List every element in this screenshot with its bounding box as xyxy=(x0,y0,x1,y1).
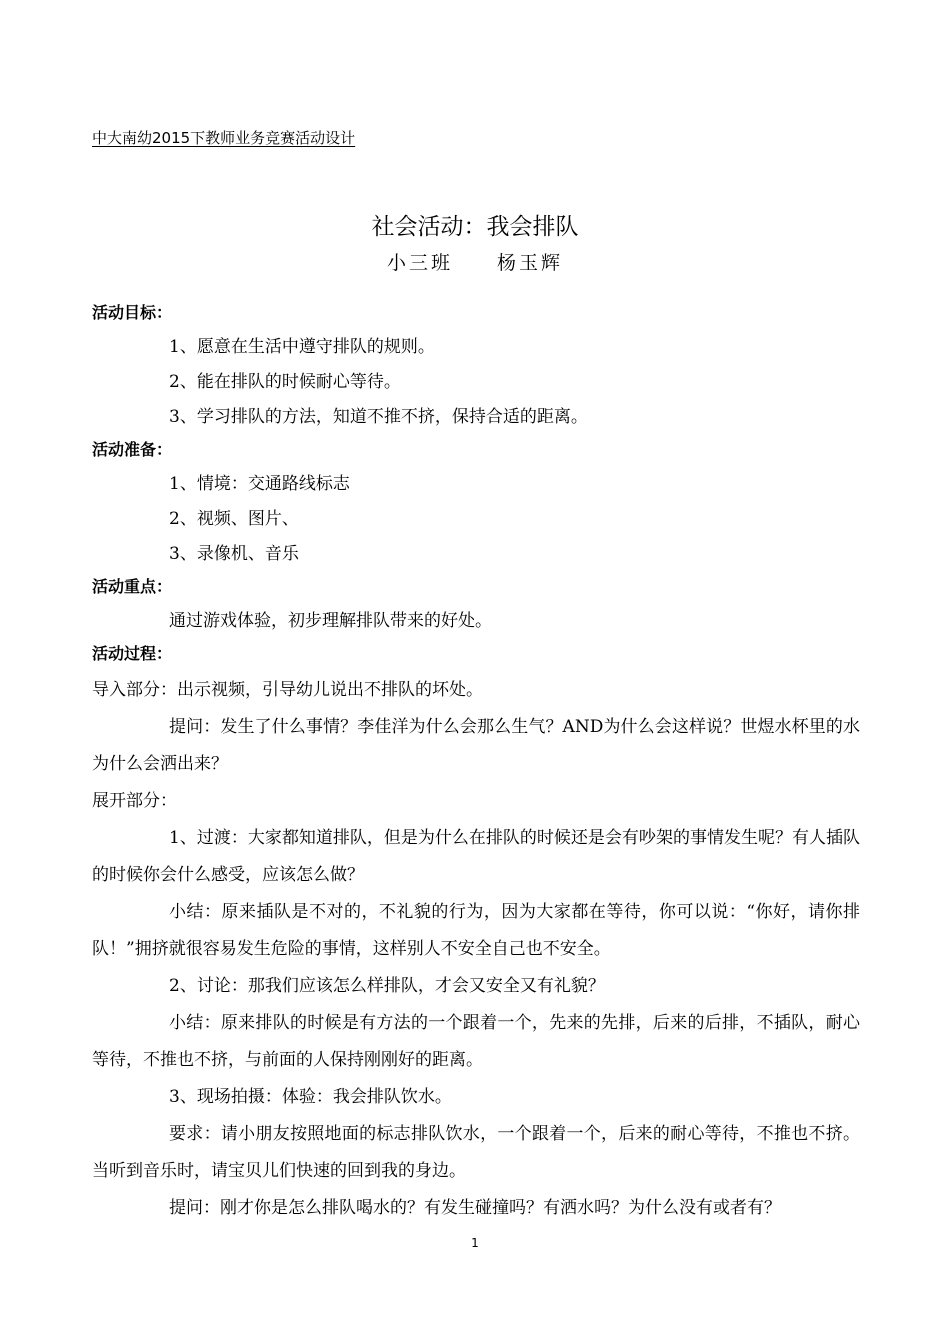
goal-item: 2、能在排队的时候耐心等待。 xyxy=(169,372,401,392)
prep-heading: 活动准备： xyxy=(92,440,173,459)
goals-heading: 活动目标： xyxy=(92,303,173,322)
goal-item: 3、学习排队的方法，知道不推不挤，保持合适的距离。 xyxy=(169,407,588,427)
page-number: 1 xyxy=(471,1236,479,1250)
focus-heading: 活动重点： xyxy=(92,577,173,596)
focus-text: 通过游戏体验，初步理解排队带来的好处。 xyxy=(169,611,492,631)
develop-heading: 展开部分： xyxy=(92,791,177,811)
prep-item: 3、录像机、音乐 xyxy=(169,544,299,564)
step3-question: 提问：刚才你是怎么排队喝水的？有发生碰撞吗？有洒水吗？为什么没有或者有？ xyxy=(169,1198,781,1218)
step2-summary: 小结：原来排队的时候是有方法的一个跟着一个，先来的先排，后来的后排，不插队，耐心等待，不推也不挤，与前面的人保持刚刚好的距离。 xyxy=(92,1013,860,1070)
step3-text: 3、现场拍摄：体验：我会排队饮水。 xyxy=(169,1087,452,1107)
document-title: 社会活动：我会排队 xyxy=(371,214,579,240)
teacher-name: 杨玉辉 xyxy=(497,252,564,274)
class-name: 小三班 xyxy=(386,252,453,274)
step2-text: 2、讨论：那我们应该怎么样排队，才会又安全又有礼貌？ xyxy=(169,976,605,996)
intro-text: 导入部分：出示视频，引导幼儿说出不排队的坏处。 xyxy=(92,680,483,700)
step1-summary: 小结：原来插队是不对的，不礼貌的行为，因为大家都在等待，你可以说：“你好，请你排队！”拥挤就很容易发生危险的事情，这样别人不安全自己也不安全。 xyxy=(92,902,860,959)
document-header: 中大南幼2015下教师业务竞赛活动设计 xyxy=(92,129,356,147)
step1-text: 1、过渡：大家都知道排队，但是为什么在排队的时候还是会有吵架的事情发生呢？有人插队的时候你会什么感受，应该怎么做？ xyxy=(92,828,860,885)
goal-item: 1、愿意在生活中遵守排队的规则。 xyxy=(169,337,435,357)
prep-item: 1、情境：交通路线标志 xyxy=(169,474,350,494)
byline xyxy=(0,248,950,275)
step3-requirement: 要求：请小朋友按照地面的标志排队饮水，一个跟着一个，后来的耐心等待，不推也不挤。当听到音乐时，请宝贝儿们快速的回到我的身边。 xyxy=(92,1124,860,1181)
prep-item: 2、视频、图片、 xyxy=(169,509,299,529)
intro-question: 提问：发生了什么事情？李佳洋为什么会那么生气？AND为什么会这样说？世煜水杯里的水为什么会洒出来？ xyxy=(92,717,860,774)
document-body xyxy=(92,299,860,1227)
process-heading: 活动过程： xyxy=(92,644,173,663)
